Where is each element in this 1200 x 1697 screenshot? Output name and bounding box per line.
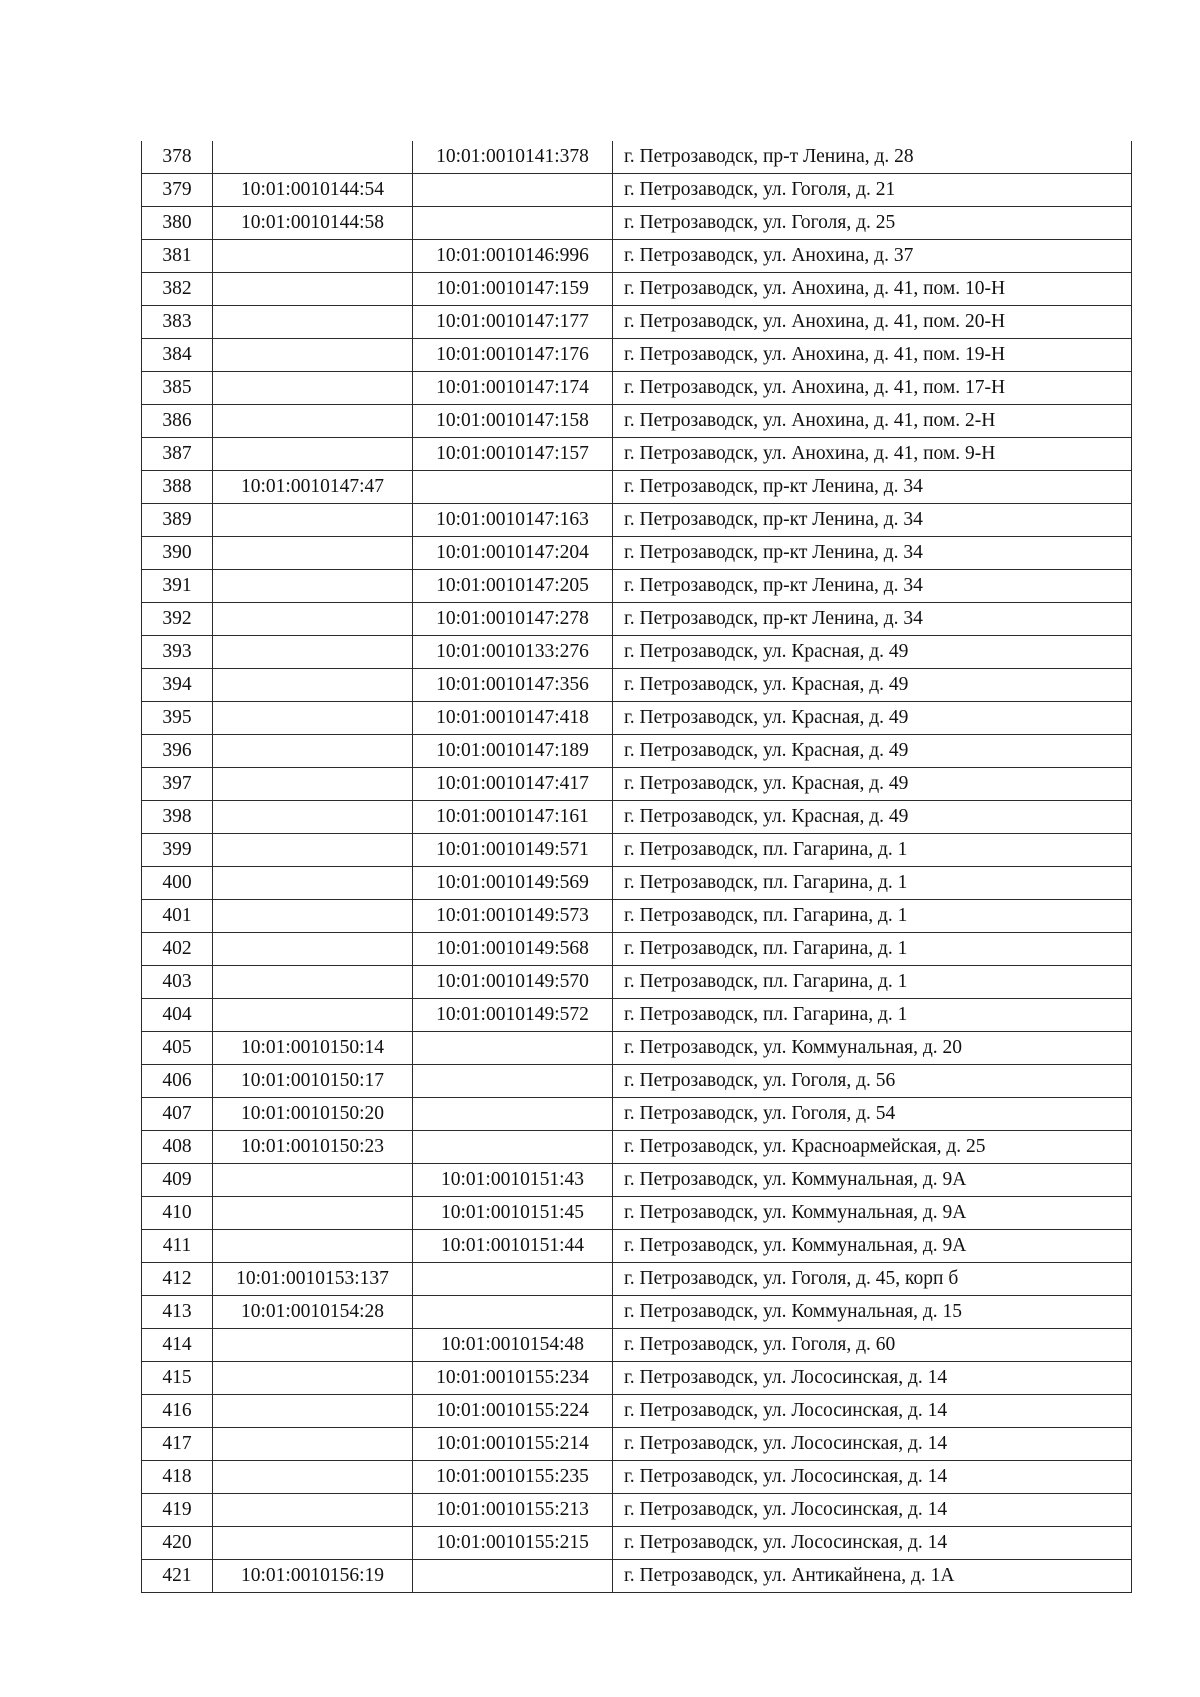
table-row [142,141,1132,174]
row-number-cell: 385 [142,372,213,405]
object-cadastral-number-cell: 10:01:0010151:43 [413,1164,613,1197]
address-cell: г. Петрозаводск, пр-т Ленина, д. 28 [613,141,1132,174]
land-cadastral-number-cell: 10:01:0010154:28 [213,1296,413,1329]
address-cell: г. Петрозаводск, ул. Коммунальная, д. 20 [613,1032,1132,1065]
row-number-cell: 399 [142,834,213,867]
table-row [142,504,1132,537]
land-cadastral-number-cell [213,570,413,603]
land-cadastral-number-cell [213,900,413,933]
row-number-cell: 400 [142,867,213,900]
address-cell: г. Петрозаводск, ул. Лососинская, д. 14 [613,1428,1132,1461]
row-number-cell: 394 [142,669,213,702]
object-cadastral-number-cell [413,1065,613,1098]
address-cell: г. Петрозаводск, пл. Гагарина, д. 1 [613,933,1132,966]
object-cadastral-number-cell [413,1098,613,1131]
row-number-cell: 419 [142,1494,213,1527]
object-cadastral-number-cell: 10:01:0010146:996 [413,240,613,273]
table-row [142,339,1132,372]
land-cadastral-number-cell [213,999,413,1032]
object-cadastral-number-cell: 10:01:0010147:176 [413,339,613,372]
address-cell: г. Петрозаводск, пл. Гагарина, д. 1 [613,867,1132,900]
table-row [142,768,1132,801]
address-cell: г. Петрозаводск, ул. Анохина, д. 41, пом. 10-Н [613,273,1132,306]
land-cadastral-number-cell [213,933,413,966]
row-number-cell: 420 [142,1527,213,1560]
object-cadastral-number-cell [413,1263,613,1296]
row-number-cell: 393 [142,636,213,669]
row-number-cell: 382 [142,273,213,306]
address-cell: г. Петрозаводск, ул. Гоголя, д. 60 [613,1329,1132,1362]
table-row [142,900,1132,933]
object-cadastral-number-cell [413,1131,613,1164]
address-cell: г. Петрозаводск, ул. Красная, д. 49 [613,768,1132,801]
row-number-cell: 410 [142,1197,213,1230]
table-row [142,1428,1132,1461]
address-cell: г. Петрозаводск, пр-кт Ленина, д. 34 [613,603,1132,636]
address-cell: г. Петрозаводск, ул. Коммунальная, д. 9А [613,1164,1132,1197]
object-cadastral-number-cell: 10:01:0010147:356 [413,669,613,702]
row-number-cell: 397 [142,768,213,801]
object-cadastral-number-cell: 10:01:0010155:234 [413,1362,613,1395]
object-cadastral-number-cell: 10:01:0010149:573 [413,900,613,933]
table-row [142,834,1132,867]
land-cadastral-number-cell [213,438,413,471]
land-cadastral-number-cell [213,1428,413,1461]
row-number-cell: 383 [142,306,213,339]
land-cadastral-number-cell: 10:01:0010144:54 [213,174,413,207]
object-cadastral-number-cell: 10:01:0010155:214 [413,1428,613,1461]
land-cadastral-number-cell [213,1461,413,1494]
row-number-cell: 380 [142,207,213,240]
land-cadastral-number-cell [213,273,413,306]
object-cadastral-number-cell: 10:01:0010147:157 [413,438,613,471]
land-cadastral-number-cell: 10:01:0010150:17 [213,1065,413,1098]
object-cadastral-number-cell: 10:01:0010155:224 [413,1395,613,1428]
address-cell: г. Петрозаводск, ул. Гоголя, д. 54 [613,1098,1132,1131]
address-cell: г. Петрозаводск, ул. Гоголя, д. 25 [613,207,1132,240]
object-cadastral-number-cell [413,207,613,240]
row-number-cell: 408 [142,1131,213,1164]
table-row [142,306,1132,339]
row-number-cell: 421 [142,1560,213,1593]
address-cell: г. Петрозаводск, ул. Анохина, д. 41, пом. 20-Н [613,306,1132,339]
object-cadastral-number-cell: 10:01:0010155:235 [413,1461,613,1494]
table-row [142,471,1132,504]
address-cell: г. Петрозаводск, ул. Анохина, д. 41, пом. 2-Н [613,405,1132,438]
table-row [142,1461,1132,1494]
table-row [142,735,1132,768]
object-cadastral-number-cell: 10:01:0010151:45 [413,1197,613,1230]
row-number-cell: 403 [142,966,213,999]
address-cell: г. Петрозаводск, ул. Красная, д. 49 [613,669,1132,702]
row-number-cell: 409 [142,1164,213,1197]
address-cell: г. Петрозаводск, ул. Анохина, д. 37 [613,240,1132,273]
land-cadastral-number-cell [213,801,413,834]
address-cell: г. Петрозаводск, ул. Лососинская, д. 14 [613,1494,1132,1527]
row-number-cell: 414 [142,1329,213,1362]
land-cadastral-number-cell [213,1230,413,1263]
property-table [141,141,1132,1593]
land-cadastral-number-cell: 10:01:0010150:23 [213,1131,413,1164]
land-cadastral-number-cell [213,603,413,636]
object-cadastral-number-cell [413,1560,613,1593]
object-cadastral-number-cell: 10:01:0010151:44 [413,1230,613,1263]
table-row [142,1494,1132,1527]
row-number-cell: 378 [142,141,213,174]
land-cadastral-number-cell: 10:01:0010156:19 [213,1560,413,1593]
table-row [142,570,1132,603]
row-number-cell: 389 [142,504,213,537]
row-number-cell: 395 [142,702,213,735]
row-number-cell: 416 [142,1395,213,1428]
address-cell: г. Петрозаводск, ул. Коммунальная, д. 9А [613,1230,1132,1263]
land-cadastral-number-cell [213,1362,413,1395]
table-row [142,1560,1132,1593]
table-row [142,372,1132,405]
table-row [142,1527,1132,1560]
land-cadastral-number-cell [213,669,413,702]
row-number-cell: 381 [142,240,213,273]
address-cell: г. Петрозаводск, пр-кт Ленина, д. 34 [613,570,1132,603]
object-cadastral-number-cell: 10:01:0010147:189 [413,735,613,768]
object-cadastral-number-cell: 10:01:0010147:177 [413,306,613,339]
address-cell: г. Петрозаводск, пл. Гагарина, д. 1 [613,834,1132,867]
address-cell: г. Петрозаводск, пл. Гагарина, д. 1 [613,966,1132,999]
object-cadastral-number-cell: 10:01:0010149:570 [413,966,613,999]
land-cadastral-number-cell [213,636,413,669]
object-cadastral-number-cell: 10:01:0010147:159 [413,273,613,306]
table-row [142,801,1132,834]
row-number-cell: 388 [142,471,213,504]
land-cadastral-number-cell: 10:01:0010144:58 [213,207,413,240]
land-cadastral-number-cell [213,702,413,735]
address-cell: г. Петрозаводск, ул. Красная, д. 49 [613,636,1132,669]
row-number-cell: 386 [142,405,213,438]
object-cadastral-number-cell: 10:01:0010149:572 [413,999,613,1032]
address-cell: г. Петрозаводск, пр-кт Ленина, д. 34 [613,471,1132,504]
address-cell: г. Петрозаводск, ул. Гоголя, д. 45, корп б [613,1263,1132,1296]
land-cadastral-number-cell [213,1527,413,1560]
row-number-cell: 405 [142,1032,213,1065]
address-cell: г. Петрозаводск, ул. Анохина, д. 41, пом. 19-Н [613,339,1132,372]
address-cell: г. Петрозаводск, ул. Коммунальная, д. 15 [613,1296,1132,1329]
table-row [142,240,1132,273]
object-cadastral-number-cell: 10:01:0010147:174 [413,372,613,405]
table-row [142,1263,1132,1296]
address-cell: г. Петрозаводск, пл. Гагарина, д. 1 [613,900,1132,933]
object-cadastral-number-cell [413,1296,613,1329]
row-number-cell: 384 [142,339,213,372]
row-number-cell: 406 [142,1065,213,1098]
land-cadastral-number-cell [213,339,413,372]
object-cadastral-number-cell: 10:01:0010133:276 [413,636,613,669]
land-cadastral-number-cell [213,1197,413,1230]
row-number-cell: 402 [142,933,213,966]
row-number-cell: 387 [142,438,213,471]
row-number-cell: 392 [142,603,213,636]
object-cadastral-number-cell: 10:01:0010154:48 [413,1329,613,1362]
object-cadastral-number-cell: 10:01:0010155:215 [413,1527,613,1560]
object-cadastral-number-cell: 10:01:0010147:158 [413,405,613,438]
table-row [142,867,1132,900]
address-cell: г. Петрозаводск, ул. Лососинская, д. 14 [613,1527,1132,1560]
object-cadastral-number-cell: 10:01:0010147:161 [413,801,613,834]
object-cadastral-number-cell: 10:01:0010147:205 [413,570,613,603]
row-number-cell: 404 [142,999,213,1032]
object-cadastral-number-cell [413,471,613,504]
land-cadastral-number-cell [213,1164,413,1197]
land-cadastral-number-cell: 10:01:0010150:14 [213,1032,413,1065]
table-row [142,1296,1132,1329]
table-row [142,438,1132,471]
object-cadastral-number-cell: 10:01:0010149:569 [413,867,613,900]
row-number-cell: 418 [142,1461,213,1494]
table-row [142,966,1132,999]
row-number-cell: 401 [142,900,213,933]
object-cadastral-number-cell: 10:01:0010147:163 [413,504,613,537]
address-cell: г. Петрозаводск, ул. Анохина, д. 41, пом. 17-Н [613,372,1132,405]
table-row [142,207,1132,240]
land-cadastral-number-cell [213,240,413,273]
row-number-cell: 398 [142,801,213,834]
land-cadastral-number-cell: 10:01:0010147:47 [213,471,413,504]
object-cadastral-number-cell [413,1032,613,1065]
object-cadastral-number-cell: 10:01:0010141:378 [413,141,613,174]
address-cell: г. Петрозаводск, ул. Лососинская, д. 14 [613,1395,1132,1428]
table-row [142,1065,1132,1098]
address-cell: г. Петрозаводск, ул. Красная, д. 49 [613,735,1132,768]
land-cadastral-number-cell [213,504,413,537]
object-cadastral-number-cell: 10:01:0010155:213 [413,1494,613,1527]
land-cadastral-number-cell [213,306,413,339]
address-cell: г. Петрозаводск, ул. Красная, д. 49 [613,801,1132,834]
table-body [142,141,1132,1593]
table-row [142,174,1132,207]
address-cell: г. Петрозаводск, ул. Гоголя, д. 56 [613,1065,1132,1098]
address-cell: г. Петрозаводск, ул. Красноармейская, д. 25 [613,1131,1132,1164]
row-number-cell: 411 [142,1230,213,1263]
table-row [142,1362,1132,1395]
land-cadastral-number-cell [213,141,413,174]
table-row [142,669,1132,702]
address-cell: г. Петрозаводск, пр-кт Ленина, д. 34 [613,504,1132,537]
row-number-cell: 407 [142,1098,213,1131]
land-cadastral-number-cell: 10:01:0010150:20 [213,1098,413,1131]
object-cadastral-number-cell: 10:01:0010149:571 [413,834,613,867]
address-cell: г. Петрозаводск, ул. Лососинская, д. 14 [613,1461,1132,1494]
object-cadastral-number-cell: 10:01:0010147:204 [413,537,613,570]
table-row [142,1131,1132,1164]
land-cadastral-number-cell [213,834,413,867]
land-cadastral-number-cell [213,735,413,768]
row-number-cell: 417 [142,1428,213,1461]
table-row [142,1395,1132,1428]
land-cadastral-number-cell [213,1329,413,1362]
land-cadastral-number-cell [213,768,413,801]
row-number-cell: 415 [142,1362,213,1395]
object-cadastral-number-cell: 10:01:0010149:568 [413,933,613,966]
address-cell: г. Петрозаводск, ул. Антикайнена, д. 1А [613,1560,1132,1593]
table-row [142,1197,1132,1230]
address-cell: г. Петрозаводск, пл. Гагарина, д. 1 [613,999,1132,1032]
table-row [142,1098,1132,1131]
object-cadastral-number-cell [413,174,613,207]
row-number-cell: 413 [142,1296,213,1329]
land-cadastral-number-cell [213,405,413,438]
object-cadastral-number-cell: 10:01:0010147:417 [413,768,613,801]
table-row [142,1329,1132,1362]
object-cadastral-number-cell: 10:01:0010147:278 [413,603,613,636]
land-cadastral-number-cell [213,537,413,570]
land-cadastral-number-cell [213,1395,413,1428]
address-cell: г. Петрозаводск, ул. Красная, д. 49 [613,702,1132,735]
table-row [142,702,1132,735]
land-cadastral-number-cell [213,372,413,405]
address-cell: г. Петрозаводск, ул. Коммунальная, д. 9А [613,1197,1132,1230]
land-cadastral-number-cell [213,1494,413,1527]
address-cell: г. Петрозаводск, ул. Анохина, д. 41, пом. 9-Н [613,438,1132,471]
row-number-cell: 391 [142,570,213,603]
table-row [142,1230,1132,1263]
row-number-cell: 379 [142,174,213,207]
table-row [142,405,1132,438]
row-number-cell: 412 [142,1263,213,1296]
land-cadastral-number-cell: 10:01:0010153:137 [213,1263,413,1296]
land-cadastral-number-cell [213,867,413,900]
row-number-cell: 396 [142,735,213,768]
table-row [142,933,1132,966]
table-row [142,537,1132,570]
table-row [142,636,1132,669]
object-cadastral-number-cell: 10:01:0010147:418 [413,702,613,735]
table-row [142,603,1132,636]
address-cell: г. Петрозаводск, ул. Лососинская, д. 14 [613,1362,1132,1395]
table-row [142,999,1132,1032]
table-row [142,273,1132,306]
table-row [142,1164,1132,1197]
address-cell: г. Петрозаводск, ул. Гоголя, д. 21 [613,174,1132,207]
row-number-cell: 390 [142,537,213,570]
table-row [142,1032,1132,1065]
address-cell: г. Петрозаводск, пр-кт Ленина, д. 34 [613,537,1132,570]
land-cadastral-number-cell [213,966,413,999]
